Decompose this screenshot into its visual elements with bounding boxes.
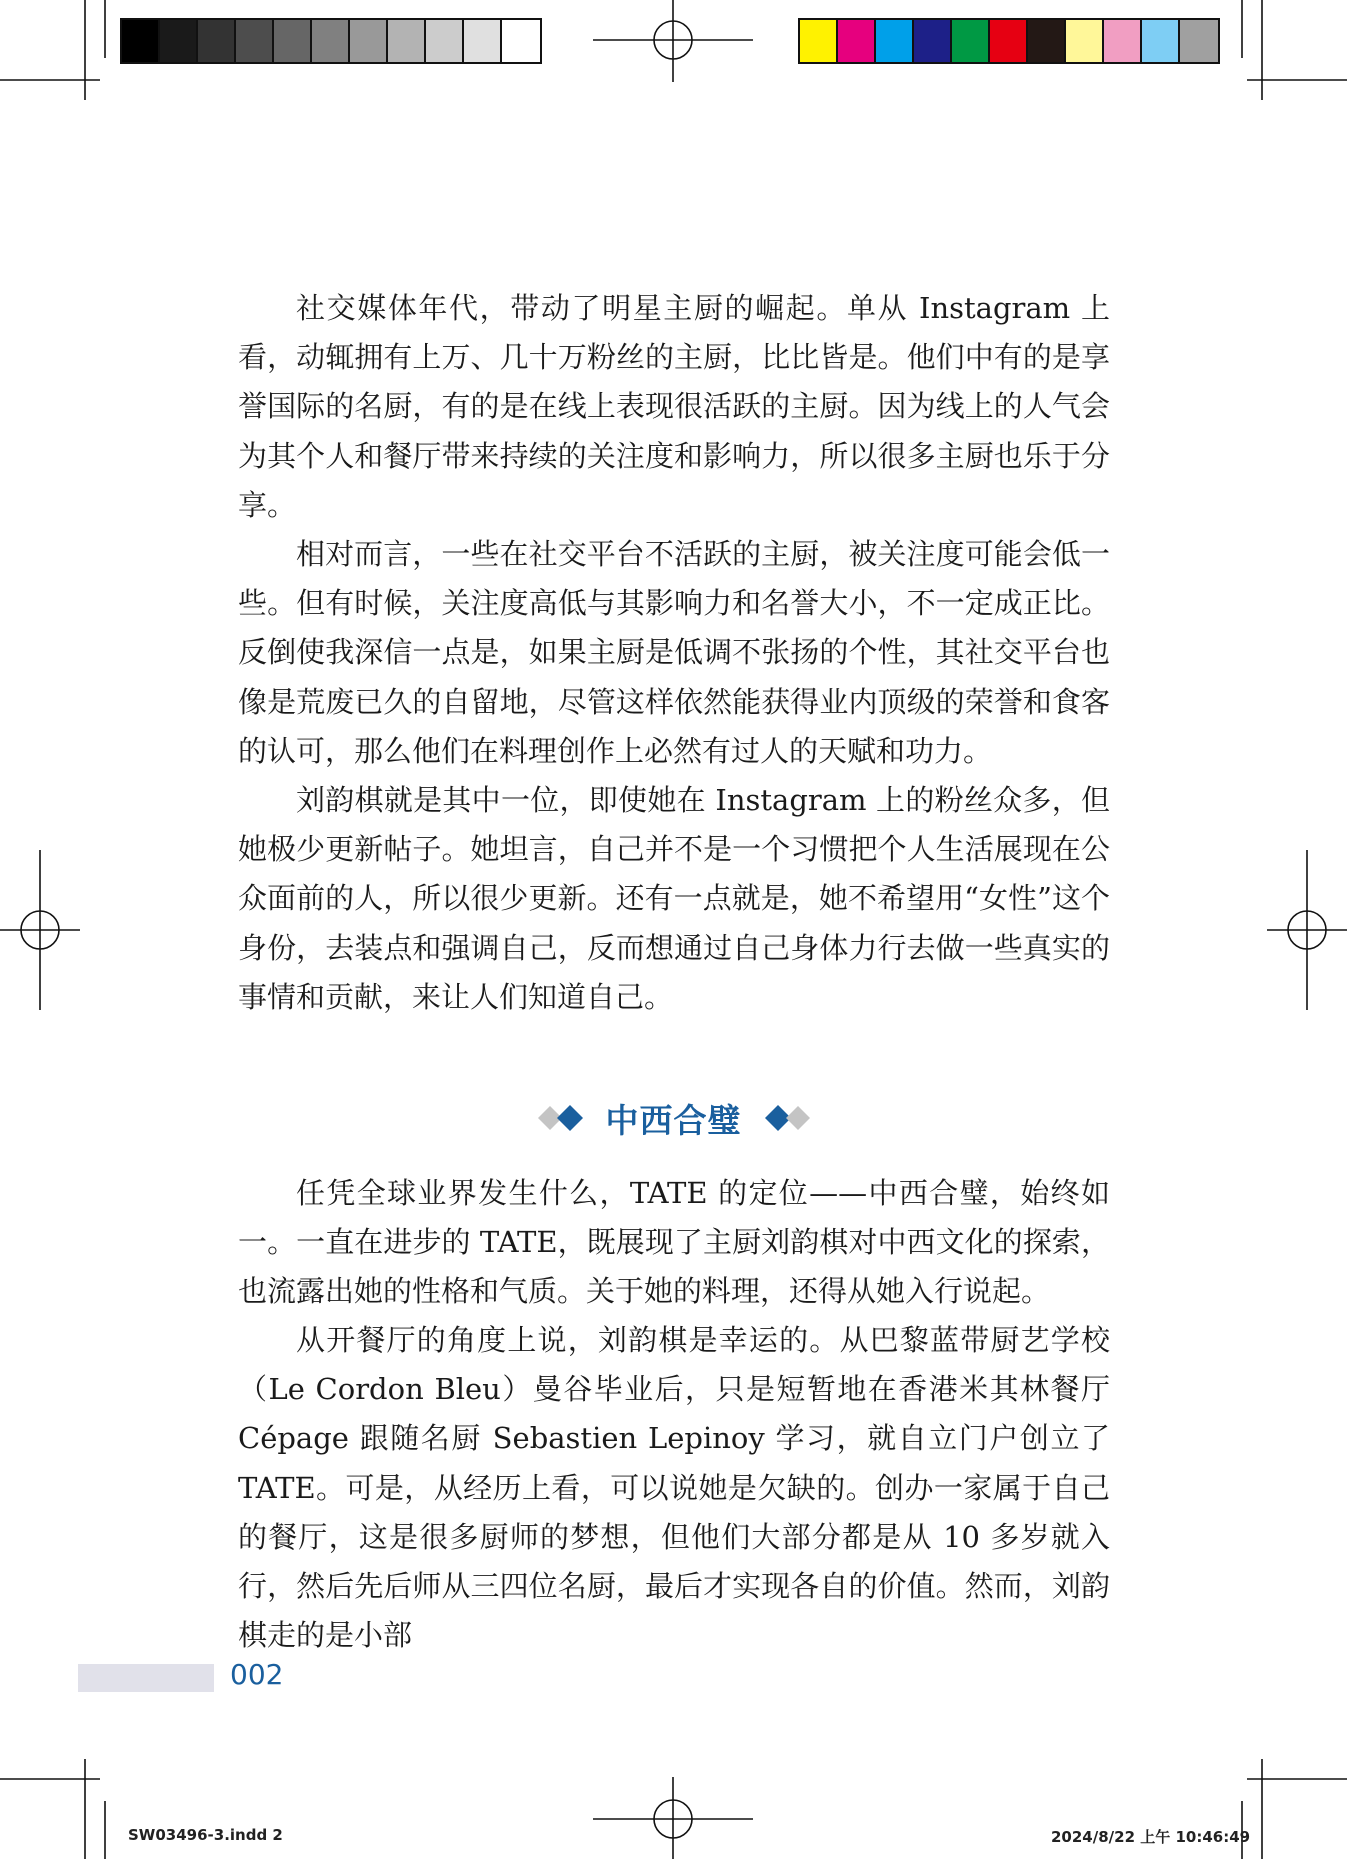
gray-swatch-8	[388, 20, 426, 62]
color-swatch-7	[1028, 20, 1066, 62]
timestamp-slug: 2024/8/22 上午 10:46:49	[1051, 1828, 1251, 1846]
color-swatch-9	[1104, 20, 1142, 62]
process-color-bar	[798, 18, 1220, 64]
gray-swatch-5	[274, 20, 312, 62]
gray-swatch-1	[122, 20, 160, 62]
gray-swatch-4	[236, 20, 274, 62]
page-number-tab	[78, 1664, 214, 1692]
color-swatch-6	[990, 20, 1028, 62]
color-swatch-5	[952, 20, 990, 62]
gray-swatch-9	[426, 20, 464, 62]
paragraph-vicky-lau: 刘韵棋就是其中一位，即使她在 Instagram 上的粉丝众多，但她极少更新帖子。她坦言，自己并不是一个习惯把个人生活展现在公众面前的人，所以很少更新。还有一点就是，她不希望用“女性”这个身份，去装点和强调自己，反而想通过自己身体力行去做一些真实的事情和贡献，来让人们知道自己。	[238, 783, 1110, 1014]
gray-swatch-3	[198, 20, 236, 62]
color-swatch-11	[1180, 20, 1218, 62]
section-heading	[0, 1088, 1347, 1148]
grayscale-color-bar	[120, 18, 542, 64]
paragraph-career-start: 从开餐厅的角度上说，刘韵棋是幸运的。从巴黎蓝带厨艺学校（Le Cordon Bleu）曼谷毕业后，只是短暂地在香港米其林餐厅 Cépage 跟随名厨 Sebastien Lepinoy 学习，就自立门户创立了 TATE。可是，从经历上看，可以说她是欠缺的。创办一家属于自己的餐厅，这是很多厨师的梦想，但他们大部分都是从 10 多岁就入行，然后先后师从三四位名厨，最后才实现各自的价值。然而，刘韵棋走的是小部	[238, 1323, 1110, 1653]
color-swatch-2	[838, 20, 876, 62]
gray-swatch-6	[312, 20, 350, 62]
color-swatch-1	[800, 20, 838, 62]
gray-swatch-7	[350, 20, 388, 62]
file-slug: SW03496-3.indd 2	[128, 1826, 283, 1844]
paragraph-tate-positioning: 任凭全球业界发生什么，TATE 的定位——中西合璧，始终如一。一直在进步的 TATE，既展现了主厨刘韵棋对中西文化的探索，也流露出她的性格和气质。关于她的料理，还得从她入行说起。	[238, 1176, 1110, 1309]
right-diamond-ornament-icon	[756, 1102, 812, 1134]
color-swatch-8	[1066, 20, 1104, 62]
paragraph-low-profile-chefs: 相对而言，一些在社交平台不活跃的主厨，被关注度可能会低一些。但有时候，关注度高低与其影响力和名誉大小，不一定成正比。反倒使我深信一点是，如果主厨是低调不张扬的个性，其社交平台也像是荒废已久的自留地，尽管这样依然能获得业内顶级的荣誉和食客的认可，那么他们在料理创作上必然有过人的天赋和功力。	[238, 537, 1110, 768]
color-swatch-4	[914, 20, 952, 62]
color-swatch-10	[1142, 20, 1180, 62]
color-swatch-3	[876, 20, 914, 62]
section-title: 中西合璧	[605, 1100, 742, 1140]
gray-swatch-11	[502, 20, 540, 62]
paragraph-social-media: 社交媒体年代，带动了明星主厨的崛起。单从 Instagram 上看，动辄拥有上万、几十万粉丝的主厨，比比皆是。他们中有的是享誉国际的名厨，有的是在线上表现很活跃的主厨。因为线上的人气会为其个人和餐厅带来持续的关注度和影响力，所以很多主厨也乐于分享。	[238, 291, 1110, 522]
gray-swatch-10	[464, 20, 502, 62]
left-diamond-ornament-icon	[536, 1102, 592, 1134]
gray-swatch-2	[160, 20, 198, 62]
page-number: 002	[230, 1658, 284, 1691]
